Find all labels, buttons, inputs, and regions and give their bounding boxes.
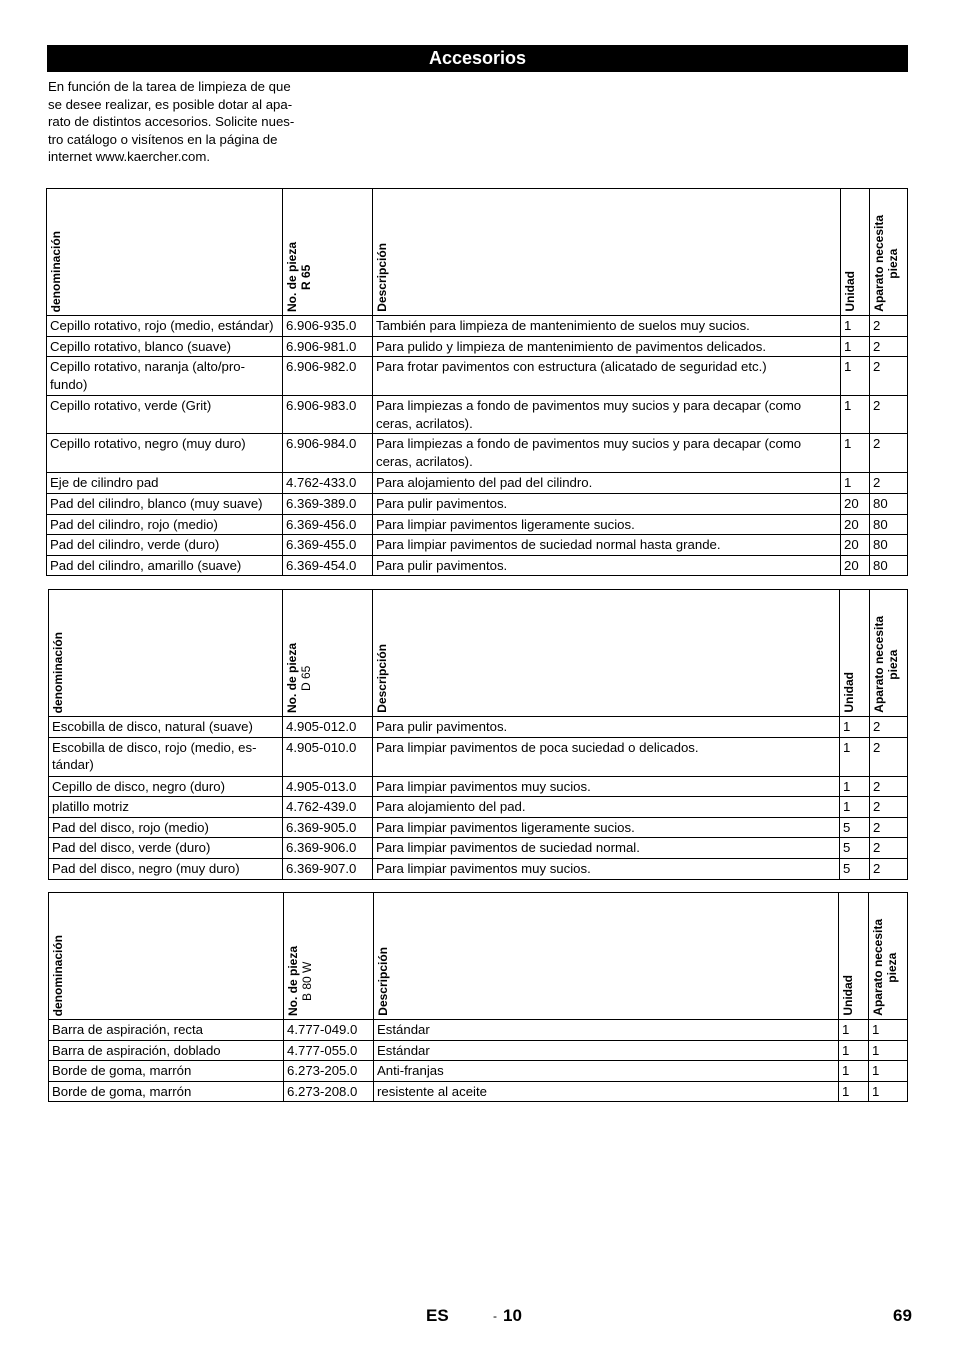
cell-denominacion: Borde de goma, marrón <box>49 1061 284 1082</box>
cell-device-requires: 80 <box>870 555 908 576</box>
header-denominacion <box>49 590 283 717</box>
cell-unit: 20 <box>841 535 870 556</box>
cell-description: Para alojamiento del pad. <box>373 797 840 818</box>
header-device-requires-wrap <box>870 189 907 315</box>
cell-device-requires: 1 <box>869 1061 908 1082</box>
cell-unit: 1 <box>839 1040 869 1061</box>
cell-part-number: 6.906-983.0 <box>283 396 373 434</box>
cell-denominacion: Cepillo rotativo, naranja (alto/pro-fundo) <box>47 357 283 396</box>
header-description <box>373 590 840 717</box>
table-row <box>49 1040 908 1061</box>
cell-denominacion: Cepillo rotativo, blanco (suave) <box>47 336 283 357</box>
cell-device-requires: 2 <box>870 336 908 357</box>
header-part-number-line: No. de pieza <box>285 642 299 713</box>
table-row <box>47 316 908 337</box>
cell-device-requires: 2 <box>870 858 908 879</box>
header-denominacion-line: denominación <box>51 934 65 1016</box>
header-unit <box>839 893 869 1020</box>
cell-description: Para limpiar pavimentos de suciedad normal. <box>373 838 840 859</box>
cell-description: Anti-franjas <box>374 1061 839 1082</box>
cell-denominacion: Pad del cilindro, verde (duro) <box>47 535 283 556</box>
header-device-requires-text <box>872 215 900 312</box>
cell-part-number: 4.777-049.0 <box>284 1020 374 1041</box>
cell-part-number: 6.906-982.0 <box>283 357 373 396</box>
cell-part-number: 4.777-055.0 <box>284 1040 374 1061</box>
table-row <box>47 336 908 357</box>
table-row <box>49 1081 908 1102</box>
table-row <box>49 1020 908 1041</box>
cell-part-number: 6.906-935.0 <box>283 316 373 337</box>
header-part-number-text <box>285 643 313 713</box>
header-device-requires-line: pieza <box>885 952 899 983</box>
cell-unit: 20 <box>841 514 870 535</box>
header-part-number <box>284 893 374 1020</box>
cell-device-requires: 80 <box>870 535 908 556</box>
header-description <box>373 189 841 316</box>
cell-description: Para limpiar pavimentos muy sucios. <box>373 776 840 797</box>
header-unit-wrap <box>840 590 869 716</box>
header-device-requires <box>869 893 908 1020</box>
table-row <box>49 776 908 797</box>
cell-part-number: 6.273-205.0 <box>284 1061 374 1082</box>
table-row <box>47 535 908 556</box>
table-row <box>47 555 908 576</box>
cell-device-requires: 2 <box>870 396 908 434</box>
header-row <box>47 189 908 316</box>
cell-description: Estándar <box>374 1040 839 1061</box>
header-part-number-line: D 65 <box>299 665 313 691</box>
cell-part-number: 4.762-433.0 <box>283 473 373 494</box>
cell-description: También para limpieza de mantenimiento de suelos muy sucios. <box>373 316 841 337</box>
cell-part-number: 6.369-905.0 <box>283 817 373 838</box>
header-description-wrap <box>373 189 840 315</box>
header-denominacion-wrap <box>49 893 283 1019</box>
cell-unit: 1 <box>841 473 870 494</box>
header-part-number-wrap <box>283 189 372 315</box>
table-row <box>47 514 908 535</box>
section-title: Accesorios <box>47 45 908 72</box>
cell-description: Para limpiar pavimentos muy sucios. <box>373 858 840 879</box>
cell-description: Para pulir pavimentos. <box>373 493 841 514</box>
cell-unit: 1 <box>840 737 870 776</box>
cell-denominacion: Eje de cilindro pad <box>47 473 283 494</box>
cell-denominacion: Borde de goma, marrón <box>49 1081 284 1102</box>
cell-unit: 1 <box>840 717 870 738</box>
cell-description: Para pulido y limpieza de mantenimiento de pavimentos delicados. <box>373 336 841 357</box>
header-description-text <box>376 947 390 1016</box>
cell-description: Para frotar pavimentos con estructura (alicatado de seguridad etc.) <box>373 357 841 396</box>
cell-device-requires: 2 <box>870 717 908 738</box>
cell-description: Para pulir pavimentos. <box>373 717 840 738</box>
cell-device-requires: 80 <box>870 514 908 535</box>
header-unit <box>840 590 870 717</box>
cell-device-requires: 2 <box>870 817 908 838</box>
cell-description: Para limpiezas a fondo de pavimentos muy sucios y para decapar (como ceras, acrilatos). <box>373 434 841 473</box>
header-description-line: Descripción <box>376 947 390 1016</box>
cell-description: Para limpiar pavimentos ligeramente sucios. <box>373 817 840 838</box>
cell-description: resistente al aceite <box>374 1081 839 1102</box>
cell-device-requires: 2 <box>870 357 908 396</box>
cell-denominacion: Escobilla de disco, natural (suave) <box>49 717 283 738</box>
cell-description: Para limpiar pavimentos de suciedad normal hasta grande. <box>373 535 841 556</box>
header-part-number-wrap <box>283 590 372 716</box>
cell-unit: 20 <box>841 555 870 576</box>
table-row <box>47 493 908 514</box>
cell-part-number: 6.273-208.0 <box>284 1081 374 1102</box>
header-part-number-line: R 65 <box>299 264 313 290</box>
header-device-requires-wrap <box>869 893 907 1019</box>
header-device-requires-text <box>871 919 899 1016</box>
header-device-requires-line: pieza <box>886 649 900 680</box>
cell-description: Para pulir pavimentos. <box>373 555 841 576</box>
cell-device-requires: 2 <box>870 316 908 337</box>
header-denominacion <box>49 893 284 1020</box>
header-device-requires <box>870 590 908 717</box>
header-part-number-line: B 80 W <box>300 961 314 1001</box>
cell-unit: 1 <box>840 776 870 797</box>
header-unit-text <box>843 271 857 312</box>
cell-denominacion: Cepillo rotativo, negro (muy duro) <box>47 434 283 473</box>
table-row <box>49 797 908 818</box>
cell-part-number: 4.905-010.0 <box>283 737 373 776</box>
table-row <box>47 396 908 434</box>
header-device-requires-line: Aparato necesita <box>872 215 886 312</box>
footer-language: ES <box>426 1306 449 1325</box>
cell-part-number: 6.369-389.0 <box>283 493 373 514</box>
cell-part-number: 4.905-013.0 <box>283 776 373 797</box>
cell-device-requires: 2 <box>870 776 908 797</box>
header-unit-line: Unidad <box>842 672 856 713</box>
header-device-requires-wrap <box>870 590 907 716</box>
cell-description: Para limpiezas a fondo de pavimentos muy sucios y para decapar (como ceras, acrilatos). <box>373 396 841 434</box>
header-description-line: Descripción <box>375 644 389 713</box>
header-denominacion-wrap <box>49 590 282 716</box>
header-denominacion-text <box>51 632 65 713</box>
cell-part-number: 6.369-907.0 <box>283 858 373 879</box>
header-part-number-text <box>286 946 314 1016</box>
cell-unit: 5 <box>840 817 870 838</box>
header-description <box>374 893 839 1020</box>
header-unit-line: Unidad <box>841 975 855 1016</box>
cell-unit: 20 <box>841 493 870 514</box>
table-row <box>49 817 908 838</box>
table-row <box>49 838 908 859</box>
cell-unit: 1 <box>839 1081 869 1102</box>
table-row <box>49 858 908 879</box>
cell-denominacion: platillo motriz <box>49 797 283 818</box>
cell-unit: 5 <box>840 858 870 879</box>
cell-device-requires: 1 <box>869 1020 908 1041</box>
header-denominacion-line: denominación <box>49 230 63 312</box>
cell-part-number: 6.906-981.0 <box>283 336 373 357</box>
header-description-wrap <box>374 893 838 1019</box>
cell-device-requires: 2 <box>870 473 908 494</box>
cell-device-requires: 2 <box>870 737 908 776</box>
header-part-number <box>283 590 373 717</box>
header-unit-wrap <box>839 893 868 1019</box>
cell-denominacion: Cepillo rotativo, verde (Grit) <box>47 396 283 434</box>
table-row <box>47 473 908 494</box>
cell-part-number: 6.369-456.0 <box>283 514 373 535</box>
cell-denominacion: Pad del cilindro, amarillo (suave) <box>47 555 283 576</box>
cell-denominacion: Pad del cilindro, rojo (medio) <box>47 514 283 535</box>
cell-unit: 1 <box>841 396 870 434</box>
cell-unit: 1 <box>841 357 870 396</box>
cell-device-requires: 2 <box>870 838 908 859</box>
cell-denominacion: Cepillo de disco, negro (duro) <box>49 776 283 797</box>
cell-part-number: 4.905-012.0 <box>283 717 373 738</box>
cell-description: Para limpiar pavimentos de poca suciedad o delicados. <box>373 737 840 776</box>
cell-device-requires: 80 <box>870 493 908 514</box>
cell-unit: 1 <box>839 1020 869 1041</box>
header-denominacion-line: denominación <box>51 631 65 713</box>
header-row <box>49 893 908 1020</box>
cell-unit: 1 <box>839 1061 869 1082</box>
header-device-requires-line: pieza <box>886 248 900 279</box>
table-row <box>47 434 908 473</box>
header-device-requires-line: Aparato necesita <box>871 919 885 1016</box>
cell-device-requires: 2 <box>870 797 908 818</box>
header-part-number <box>283 189 373 316</box>
cell-device-requires: 1 <box>869 1040 908 1061</box>
header-unit-text <box>841 975 855 1016</box>
footer-section-number: 10 <box>503 1306 522 1325</box>
cell-denominacion: Escobilla de disco, rojo (medio, es-tándar) <box>49 737 283 776</box>
cell-device-requires: 1 <box>869 1081 908 1102</box>
header-description-text <box>375 644 389 713</box>
accessories-table-b80w <box>48 892 908 1102</box>
header-denominacion <box>47 189 283 316</box>
header-description-wrap <box>373 590 839 716</box>
header-unit-line: Unidad <box>843 271 857 312</box>
header-device-requires-text <box>872 616 900 713</box>
cell-denominacion: Barra de aspiración, recta <box>49 1020 284 1041</box>
table-row <box>49 737 908 776</box>
header-row <box>49 590 908 717</box>
table-row <box>49 1061 908 1082</box>
header-unit-text <box>842 672 856 713</box>
header-unit-wrap <box>841 189 869 315</box>
header-denominacion-text <box>51 935 65 1016</box>
header-denominacion-text <box>49 231 63 312</box>
cell-denominacion: Barra de aspiración, doblado <box>49 1040 284 1061</box>
footer-dash: - <box>493 1309 497 1323</box>
cell-denominacion: Pad del cilindro, blanco (muy suave) <box>47 493 283 514</box>
cell-part-number: 6.369-454.0 <box>283 555 373 576</box>
cell-denominacion: Pad del disco, verde (duro) <box>49 838 283 859</box>
header-part-number-line: No. de pieza <box>285 241 299 312</box>
cell-part-number: 6.369-455.0 <box>283 535 373 556</box>
cell-part-number: 6.369-906.0 <box>283 838 373 859</box>
cell-device-requires: 2 <box>870 434 908 473</box>
footer-page-number: 69 <box>893 1306 912 1325</box>
header-unit <box>841 189 870 316</box>
cell-unit: 1 <box>841 316 870 337</box>
cell-denominacion: Pad del disco, negro (muy duro) <box>49 858 283 879</box>
header-part-number-text <box>285 242 313 312</box>
cell-description: Para limpiar pavimentos ligeramente sucios. <box>373 514 841 535</box>
accessories-table-d65 <box>48 589 908 880</box>
intro-paragraph: En función de la tarea de limpieza de que se desee realizar, es posible dotar al apa- rato de distintos accesorios. Solicite nues- tro catálogo o visítenos en la página de internet www.kaercher.com. <box>48 79 295 165</box>
cell-description: Estándar <box>374 1020 839 1041</box>
cell-unit: 1 <box>841 336 870 357</box>
header-part-number-wrap <box>284 893 373 1019</box>
table-row <box>49 717 908 738</box>
table-row <box>47 357 908 396</box>
cell-denominacion: Cepillo rotativo, rojo (medio, estándar) <box>47 316 283 337</box>
accessories-table-r65 <box>46 188 908 576</box>
header-device-requires <box>870 189 908 316</box>
header-description-text <box>375 243 389 312</box>
cell-part-number: 6.906-984.0 <box>283 434 373 473</box>
cell-denominacion: Pad del disco, rojo (medio) <box>49 817 283 838</box>
header-description-line: Descripción <box>375 243 389 312</box>
header-device-requires-line: Aparato necesita <box>872 616 886 713</box>
cell-part-number: 4.762-439.0 <box>283 797 373 818</box>
cell-unit: 5 <box>840 838 870 859</box>
cell-description: Para alojamiento del pad del cilindro. <box>373 473 841 494</box>
header-denominacion-wrap <box>47 189 282 315</box>
cell-unit: 1 <box>841 434 870 473</box>
cell-unit: 1 <box>840 797 870 818</box>
header-part-number-line: No. de pieza <box>286 945 300 1016</box>
